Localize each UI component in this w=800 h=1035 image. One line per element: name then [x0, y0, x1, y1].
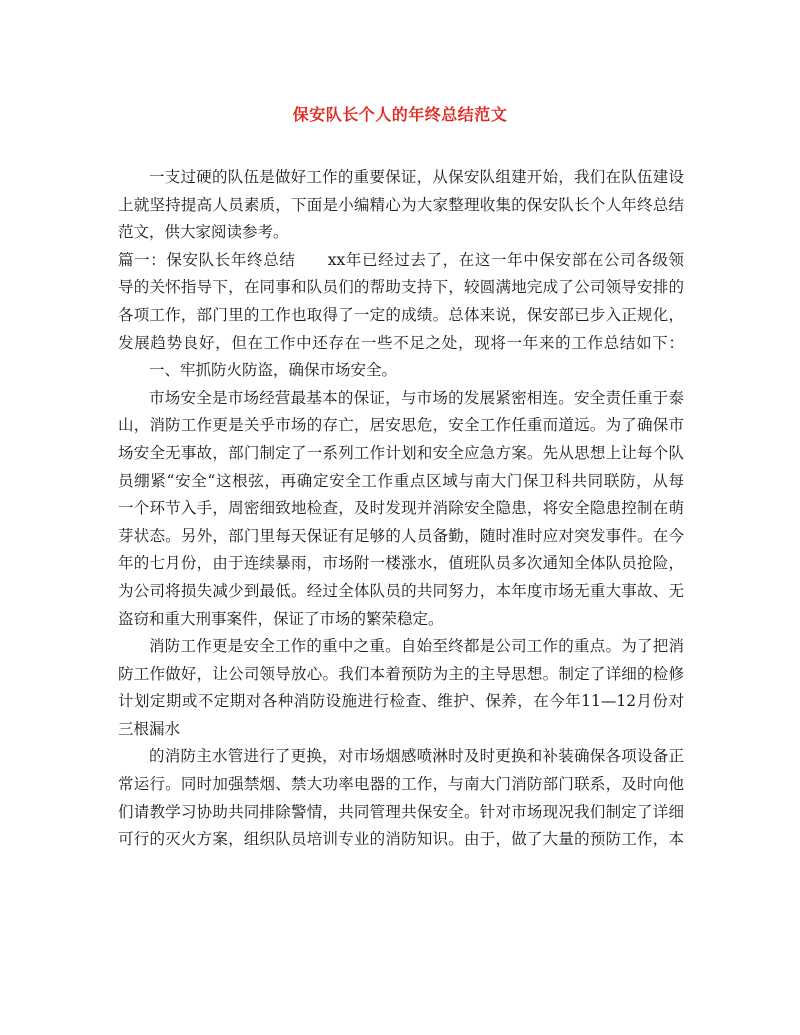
body-line: 常运行。同时加强禁烟、禁大功率电器的工作，与南大门消防部门联系，及时向他 — [118, 775, 684, 794]
body-line: 们请教学习协助共同排除警情，共同管理共保安全。针对市场现况我们制定了详细 — [118, 802, 684, 821]
body-line: 篇一：保安队长年终总结 xx年已经过去了，在这一年中保安部在公司各级领 — [118, 250, 684, 269]
body-line: 一、牢抓防火防盗，确保市场安全。 — [149, 361, 398, 380]
body-line: 市场安全是市场经营最基本的保证，与市场的发展紧密相连。安全责任重于泰 — [149, 388, 684, 407]
body-line: 防工作做好，让公司领导放心。我们本着预防为主的主导思想。制定了详细的检修 — [118, 664, 684, 683]
body-line: 盗窃和重大刑事案件，保证了市场的繁荣稳定。 — [118, 609, 444, 628]
body-line: 的消防主水管进行了更换，对市场烟感喷淋时及时更换和补装确保各项设备正 — [149, 747, 684, 766]
body-line: 可行的灭火方案，组织队员培训专业的消防知识。由于，做了大量的预防工作，本 — [118, 830, 684, 849]
body-line: 山，消防工作更是关乎市场的存亡，居安思危，安全工作任重而道远。为了确保市 — [118, 416, 684, 435]
body-line: 一个环节入手，周密细致地检查，及时发现并消除安全隐患，将安全隐患控制在萌 — [118, 499, 684, 518]
body-line: 上就坚持提高人员素质，下面是小编精心为大家整理收集的保安队长个人年终总结 — [118, 195, 684, 214]
document-title: 保安队长个人的年终总结范文 — [292, 105, 508, 124]
body-line: 一支过硬的队伍是做好工作的重要保证，从保安队组建开始，我们在队伍建设 — [149, 168, 684, 186]
body-line: 为公司将损失减少到最低。经过全体队员的共同努力，本年度市场无重大事故、无 — [118, 581, 684, 600]
body-line: 各项工作，部门里的工作也取得了一定的成绩。总体来说，保安部已步入正规化， — [118, 305, 684, 324]
body-line: 员绷紧“安全“这根弦，再确定安全工作重点区域与南大门保卫科共同联防，从每 — [118, 471, 684, 490]
body-line: 发展趋势良好，但在工作中还存在一些不足之处，现将一年来的工作总结如下： — [118, 333, 684, 352]
body-line: 范文，供大家阅读参考。 — [118, 223, 289, 242]
body-line: 消防工作更是安全工作的重中之重。自始至终都是公司工作的重点。为了把消 — [149, 637, 684, 656]
body-line: 三根漏水 — [118, 719, 181, 738]
body-line: 芽状态。另外，部门里每天保证有足够的人员备勤，随时准时应对突发事件。在今 — [118, 526, 684, 545]
body-line: 导的关怀指导下，在同事和队员们的帮助支持下，较圆满地完成了公司领导安排的 — [118, 278, 684, 297]
body-line: 年的七月份，由于连续暴雨，市场附一楼涨水，值班队员多次通知全体队员抢险， — [118, 554, 684, 573]
document-body — [118, 164, 684, 854]
body-line: 计划定期或不定期对各种消防设施进行检查、维护、保养，在今年11—12月份对 — [118, 692, 684, 711]
body-line: 场安全无事故，部门制定了一系列工作计划和安全应急方案。先从思想上让每个队 — [118, 443, 684, 462]
